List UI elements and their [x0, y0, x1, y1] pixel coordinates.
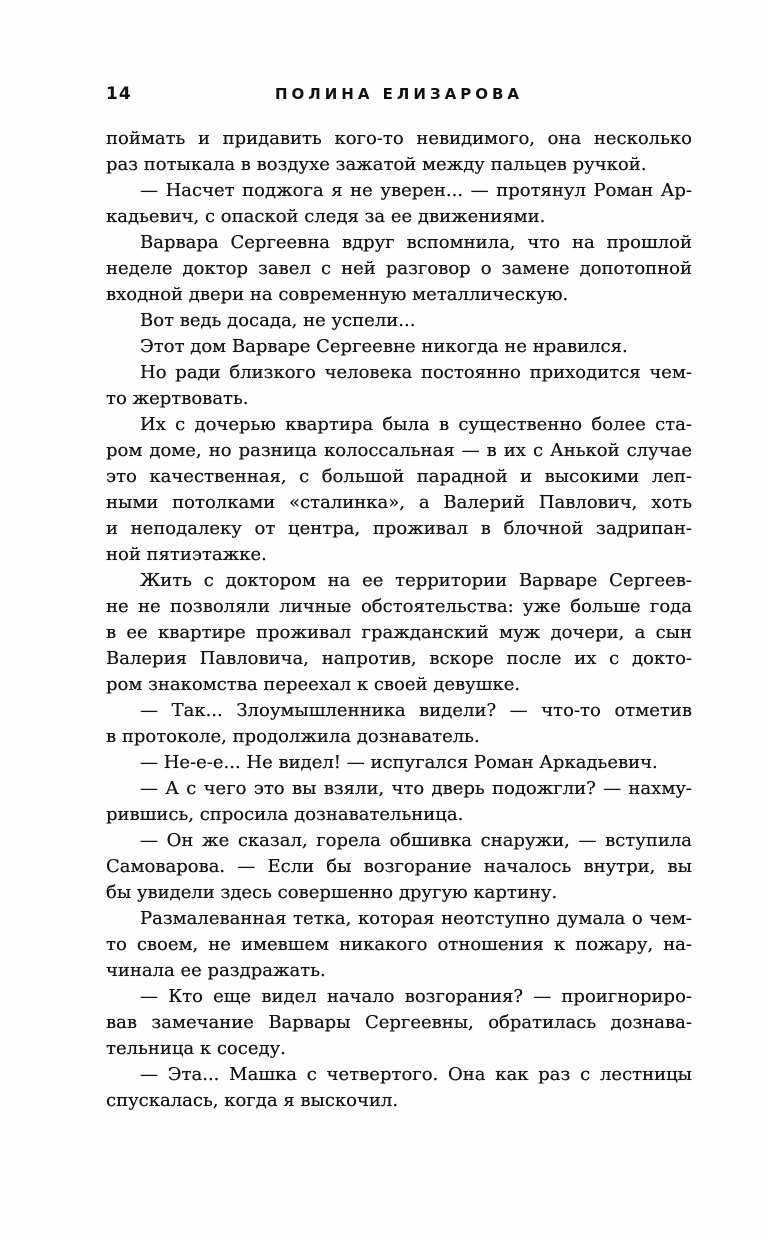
paragraph [106, 178, 692, 230]
paragraph [106, 412, 692, 568]
paragraph [106, 828, 692, 906]
text-line: Жить с доктором на ее территории Варваре Сергеев- [140, 570, 692, 591]
text-line: — Так... Злоумышленника видели? — что-то отметив [140, 700, 692, 721]
text-line: не не позволяли личные обстоятельства: уже больше года [106, 596, 692, 617]
text-line: — Не-е-е... Не видел! — испугался Роман Аркадьевич. [140, 752, 658, 773]
text-line: Этот дом Варваре Сергеевне никогда не нравился. [140, 336, 628, 357]
text-line: это качественная, с большой парадной и высокими леп- [106, 466, 692, 487]
paragraph [106, 698, 692, 750]
text-line: чинала ее раздражать. [106, 960, 326, 981]
paragraph [106, 750, 692, 776]
text-line: ной пятиэтажке. [106, 544, 267, 565]
paragraph [106, 308, 692, 334]
text-line: ными потолками «сталинка», а Валерий Павлович, хоть [106, 492, 692, 513]
text-line: Валерия Павловича, напротив, вскоре после их с докто- [106, 648, 692, 669]
text-line: — Кто еще видел начало возгорания? — проигнориро- [140, 986, 692, 1007]
text-line: Самоварова. — Если бы возгорание началось внутри, вы [106, 856, 692, 877]
text-line: ром знакомства переехал к своей девушке. [106, 674, 521, 695]
paragraph [106, 568, 692, 698]
text-line: входной двери на современную металлическую. [106, 284, 569, 305]
text-line: Их с дочерью квартира была в существенно более ста- [140, 414, 692, 435]
text-line: поймать и придавить кого-то невидимого, она несколько [106, 128, 692, 149]
paragraph [106, 906, 692, 984]
text-line: Размалеванная тетка, которая неотступно думала о чем- [140, 908, 692, 929]
text-line: Но ради близкого человека постоянно приходится чем- [140, 362, 692, 383]
text-line: вав замечание Варвары Сергеевны, обратилась дознава- [106, 1012, 692, 1033]
text-line: то своем, не имевшем никакого отношения к пожару, на- [106, 934, 692, 955]
paragraph [106, 360, 692, 412]
text-line: в протоколе, продолжила дознаватель. [106, 726, 480, 747]
text-line: в ее квартире проживал гражданский муж дочери, а сын [106, 622, 692, 643]
text-line: тельница к соседу. [106, 1038, 286, 1059]
paragraph [106, 126, 692, 178]
text-line: — Он же сказал, горела обшивка снаружи, — вступила [140, 830, 692, 851]
paragraph [106, 334, 692, 360]
text-line: раз потыкала в воздухе зажатой между пальцев ручкой. [106, 154, 647, 175]
text-line: и неподалеку от центра, проживал в блочной задрипан- [106, 518, 692, 539]
text-line: — Эта... Машка с четвертого. Она как раз с лестницы [140, 1064, 692, 1085]
page-header [106, 84, 692, 108]
text-line: бы увидели здесь совершенно другую картину. [106, 882, 558, 903]
text-line: — А с чего это вы взяли, что дверь подожгли? — нахму- [140, 778, 692, 799]
running-title: ПОЛИНА ЕЛИЗАРОВА [274, 85, 523, 103]
text-line: — Насчет поджога я не уверен... — протянул Роман Ар- [140, 180, 692, 201]
paragraph [106, 984, 692, 1062]
paragraph [106, 776, 692, 828]
text-block [106, 126, 692, 1114]
text-line: Варвара Сергеевна вдруг вспомнила, что на прошлой [140, 232, 692, 253]
text-line: кадьевич, с опаской следя за ее движениями. [106, 206, 546, 227]
text-line: рившись, спросила дознавательница. [106, 804, 464, 825]
text-line: Вот ведь досада, не успели... [140, 310, 416, 331]
text-line: то жертвовать. [106, 388, 249, 409]
page-number: 14 [106, 84, 132, 104]
text-line: ром доме, но разница колоссальная — в их с Анькой случае [106, 440, 692, 461]
text-line: неделе доктор завел с ней разговор о замене допотопной [106, 258, 692, 279]
text-line: спускалась, когда я выскочил. [106, 1090, 399, 1111]
paragraph [106, 1062, 692, 1114]
paragraph [106, 230, 692, 308]
